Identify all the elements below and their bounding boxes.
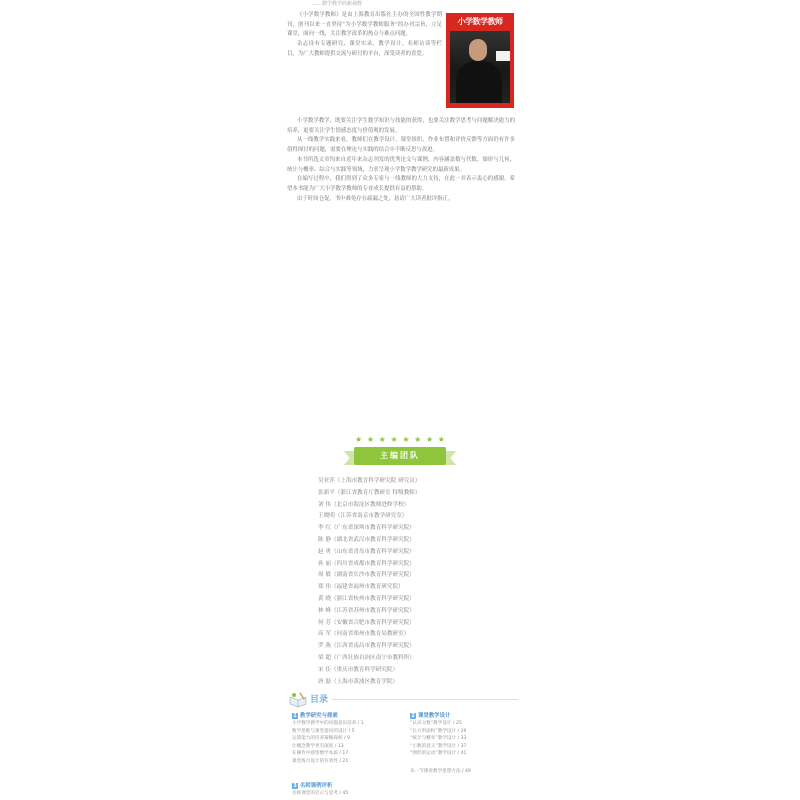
book-icon	[288, 690, 308, 710]
toc-item[interactable]: “长方形面积”教学设计 / 29	[410, 728, 467, 734]
star-icon: ★	[378, 435, 386, 444]
star-icon: ★	[402, 435, 410, 444]
editors-banner-title: 主编团队	[354, 447, 446, 465]
intro-text	[287, 11, 442, 117]
editor-entry: 周 敏（湖南省长沙市教育科学研究院）	[318, 572, 415, 579]
toc-section-label: 教学研究与探索	[300, 713, 338, 719]
editor-entry: 黄 晓（浙江省杭州市教育科学研究院）	[318, 595, 415, 602]
editor-entry: 宋 佳（重庆市教育科学研究院）	[318, 666, 399, 673]
toc-item[interactable]: “统计与概率”教学设计 / 33	[410, 736, 467, 742]
toc-section-number: 2	[411, 713, 415, 719]
editors-list	[318, 476, 518, 688]
toc-item[interactable]: “认识分数”教学设计 / 25	[410, 721, 462, 726]
intro-paragraph: 《小学数学教师》是由上海教育出版社主办的全国性教学期刊，创刊以来一直坚持“为小学数学教师服务”的办刊宗旨，立足课堂，面向一线，关注教学改革的热点与难点问题。	[287, 12, 442, 38]
star-icon: ★	[390, 435, 398, 444]
star-icon: ★	[414, 435, 422, 444]
editor-entry: 孙 丽（四川省成都市教育科学研究院）	[318, 560, 415, 567]
star-icon: ★	[355, 435, 363, 444]
toc-section-title	[292, 782, 404, 790]
toc-header	[288, 690, 518, 712]
editor-entry: 王晓明（江苏省南京市教学研究室）	[318, 513, 408, 520]
star-icon: ★	[425, 435, 434, 444]
cover-badge	[496, 51, 510, 61]
toc-item[interactable]: 小学数学教学中的问题意识培养 / 1	[292, 721, 364, 726]
editor-entry: 林 峰（江苏省苏州市教育科学研究院）	[318, 607, 415, 614]
editor-entry: 陈 静（湖北省武汉市教育科学研究院）	[318, 536, 415, 543]
toc-section-number: 3	[293, 783, 297, 789]
toc-section-label: 名师课例评析	[300, 783, 333, 789]
toc-section	[410, 768, 522, 776]
toc-section	[292, 782, 404, 798]
body-paragraph: 在编写过程中，我们得到了众多专家与一线教师的大力支持，在此一并表示衷心的感谢。希望本书能为广大小学数学教师的专业成长提供有益的帮助。	[287, 176, 515, 192]
magazine-cover	[446, 13, 514, 108]
toc-item[interactable]: 数学思维与课堂提问的设计 / 5	[292, 728, 355, 734]
editor-entry: 赵 勇（山东省青岛市教育科学研究院）	[318, 548, 415, 555]
cover-person-body	[456, 61, 502, 103]
editor-entry: 张新平（浙江省教育厅教研室 特级教师）	[318, 489, 421, 496]
editor-entry: 李 红（广东省深圳市教育科学研究院）	[318, 525, 415, 532]
body-paragraph: 小学数学教学，既要关注学生数学知识与技能的获得，也要关注数学思考与问题解决能力的培养，更要关注学生情感态度与价值观的发展。	[287, 118, 515, 134]
body-paragraph: 由于时间仓促，书中难免存在疏漏之处，恳请广大读者批评指正。	[297, 195, 454, 202]
top-note: ……数学教学的新视野	[312, 1, 363, 6]
body-text	[287, 117, 515, 427]
toc-item[interactable]: “小数的意义”教学设计 / 37	[410, 743, 467, 749]
toc-section	[410, 712, 522, 758]
cover-person-head	[469, 39, 487, 61]
star-divider	[355, 435, 445, 445]
editor-entry: 郑 伟（福建省福州市教育研究院）	[318, 584, 404, 591]
toc-section-title	[410, 712, 522, 720]
editor-entry: 梁 超（广西壮族自治区南宁市教科所）	[318, 654, 415, 661]
editor-entry: 何 芳（安徽省合肥市教育科学研究院）	[318, 619, 415, 626]
editors-banner	[344, 445, 456, 469]
editor-entry: 吴亚萍（上海市教育科学研究院 研究员）	[318, 478, 421, 484]
toc-item[interactable]: 名师课堂的启示与思考 / 45	[292, 791, 349, 796]
intro-paragraph: 杂志设有专题研究、课堂实录、教学设计、名师访谈等栏目，为广大教师提供交流与研讨的平台，深受读者的喜爱。	[287, 41, 442, 57]
cover-title: 小学数学教师	[457, 16, 503, 26]
star-icon: ★	[437, 435, 445, 444]
toc-section	[292, 712, 404, 766]
toc-divider	[332, 699, 518, 700]
editor-entry: 唐 磊（上海市黄浦区教育学院）	[318, 678, 399, 685]
toc-title: 目录	[310, 695, 329, 705]
toc-item[interactable]: “图形的运动”教学设计 / 41	[410, 751, 467, 757]
toc-section-label: 课堂教学设计	[418, 713, 451, 719]
body-paragraph: 从一线教学实践来看，教师们在教学设计、课堂组织、作业布置和评价反馈等方面仍有许多值得探讨的问题，需要在理论与实践的结合中不断反思与改进。	[287, 137, 515, 154]
toc-item[interactable]: 在操作中感悟数学本质 / 17	[292, 751, 349, 757]
editor-entry: 刘 伟（北京市海淀区教师进修学校）	[318, 501, 410, 508]
toc-section-title	[292, 712, 404, 720]
star-icon: ★	[366, 435, 374, 444]
cover-photo	[450, 31, 510, 103]
toc-item[interactable]: 运算能力的培养策略探析 / 9	[292, 736, 350, 742]
editor-entry: 高 军（河南省郑州市教育局教研室）	[318, 631, 410, 638]
editor-entry: 罗 燕（江西省南昌市教育科学研究院）	[318, 643, 415, 650]
toc-item[interactable]: 课堂练习设计的有效性 / 21	[292, 758, 349, 764]
body-paragraph: 本书所选文章均来自近年来杂志刊发的优秀论文与课例，内容涵盖数与代数、图形与几何、统计与概率、综合与实践等领域，力求呈现小学数学教学研究的最新成果。	[287, 156, 515, 173]
toc-section-number: 1	[293, 713, 297, 719]
toc-item[interactable]: 让概念教学更有深度 / 13	[292, 743, 344, 749]
toc-item[interactable]: 从一节课看数学思想方法 / 49	[410, 769, 471, 774]
